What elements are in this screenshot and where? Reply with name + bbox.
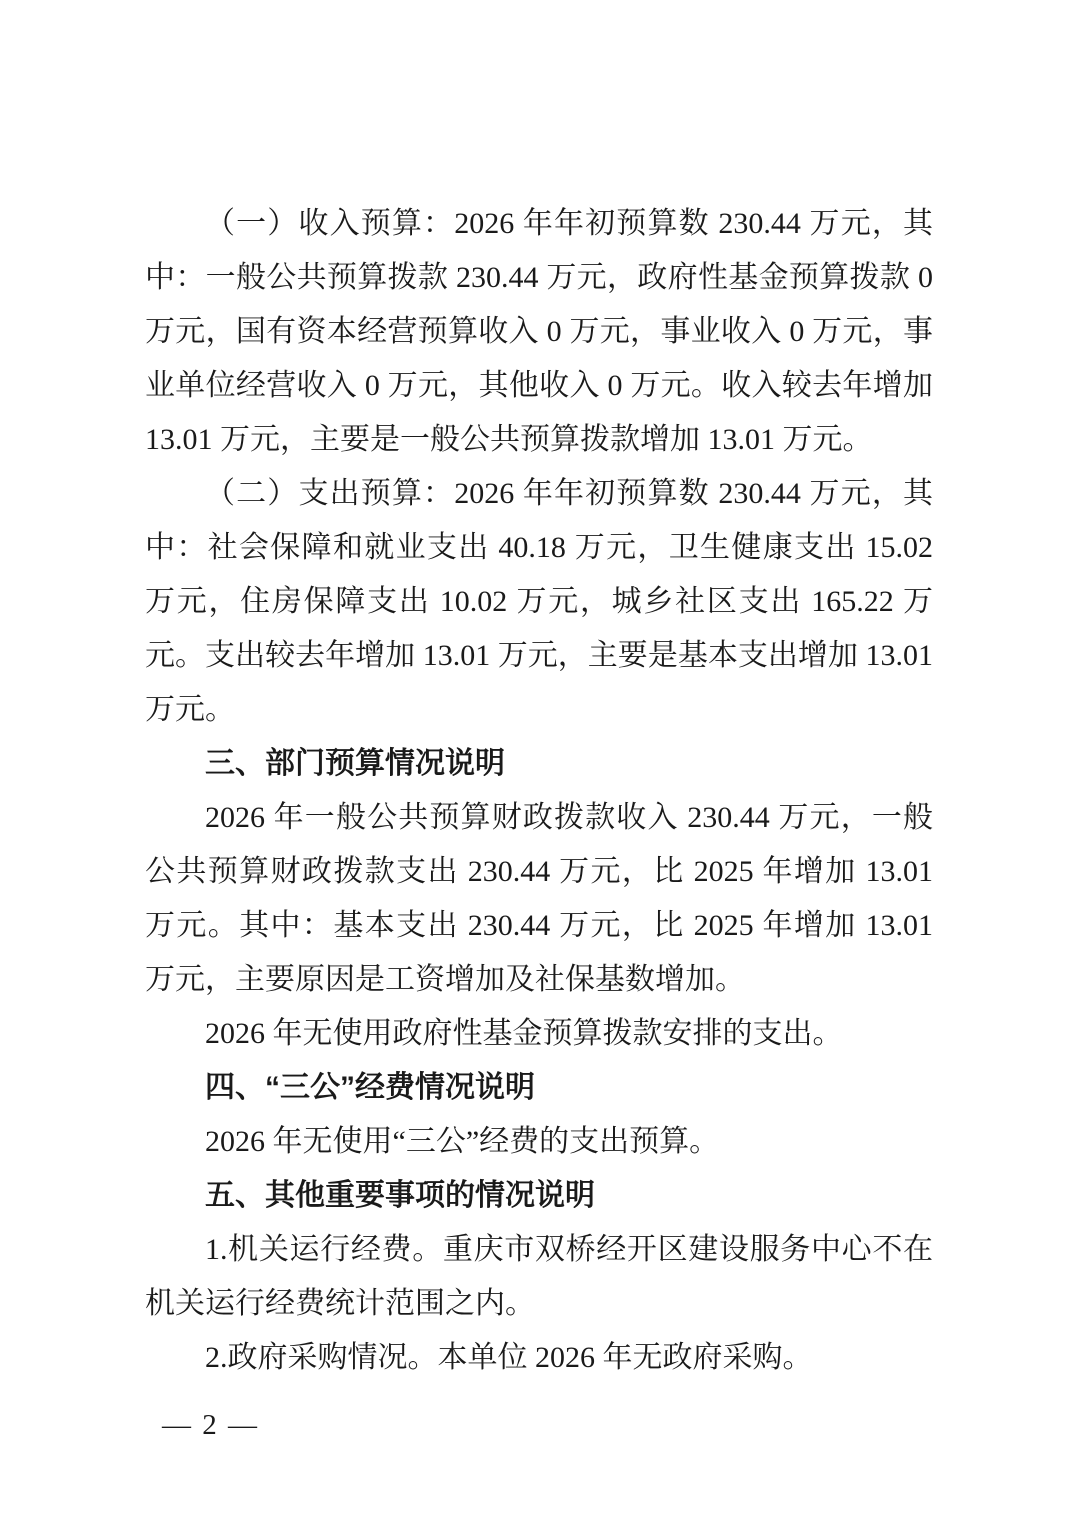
heading-other-matters: 五、其他重要事项的情况说明 (205, 1179, 595, 1212)
paragraph-general-public-budget: 2026 年一般公共预算财政拨款收入 230.44 万元，一般公共预算财政拨款支出 230.44 万元，比 2025 年增加 13.01 万元。其中：基本支出 230.44 万元，比 2025 年增加 13.01 万元，主要原因是工资增加及社保基数增加。 (145, 801, 933, 996)
page-number: — 2 — (162, 1409, 259, 1441)
heading-three-public-funds: 四、“三公”经费情况说明 (205, 1071, 535, 1104)
paragraph-income-budget: （一）收入预算：2026 年年初预算数 230.44 万元，其中：一般公共预算拨款 230.44 万元，政府性基金预算拨款 0 万元，国有资本经营预算收入 0 万元，事业收入 0 万元，事业单位经营收入 0 万元，其他收入 0 万元。收入较去年增加 13.01 万元，主要是一般公共预算拨款增加 13.01 万元。 (145, 207, 933, 456)
paragraph-government-fund: 2026 年无使用政府性基金预算拨款安排的支出。 (205, 1017, 843, 1050)
paragraph-three-public-funds: 2026 年无使用“三公”经费的支出预算。 (205, 1125, 720, 1158)
paragraph-government-procurement: 2.政府采购情况。本单位 2026 年无政府采购。 (205, 1341, 813, 1374)
paragraph-operating-expenses: 1.机关运行经费。重庆市双桥经开区建设服务中心不在机关运行经费统计范围之内。 (145, 1233, 933, 1320)
paragraph-expenditure-budget: （二）支出预算：2026 年年初预算数 230.44 万元，其中：社会保障和就业支出 40.18 万元，卫生健康支出 15.02 万元，住房保障支出 10.02 万元，城乡社区支出 165.22 万元。支出较去年增加 13.01 万元，主要是基本支出增加 13.01 万元。 (145, 477, 933, 726)
heading-department-budget: 三、部门预算情况说明 (205, 747, 505, 780)
document-body (145, 197, 933, 1385)
